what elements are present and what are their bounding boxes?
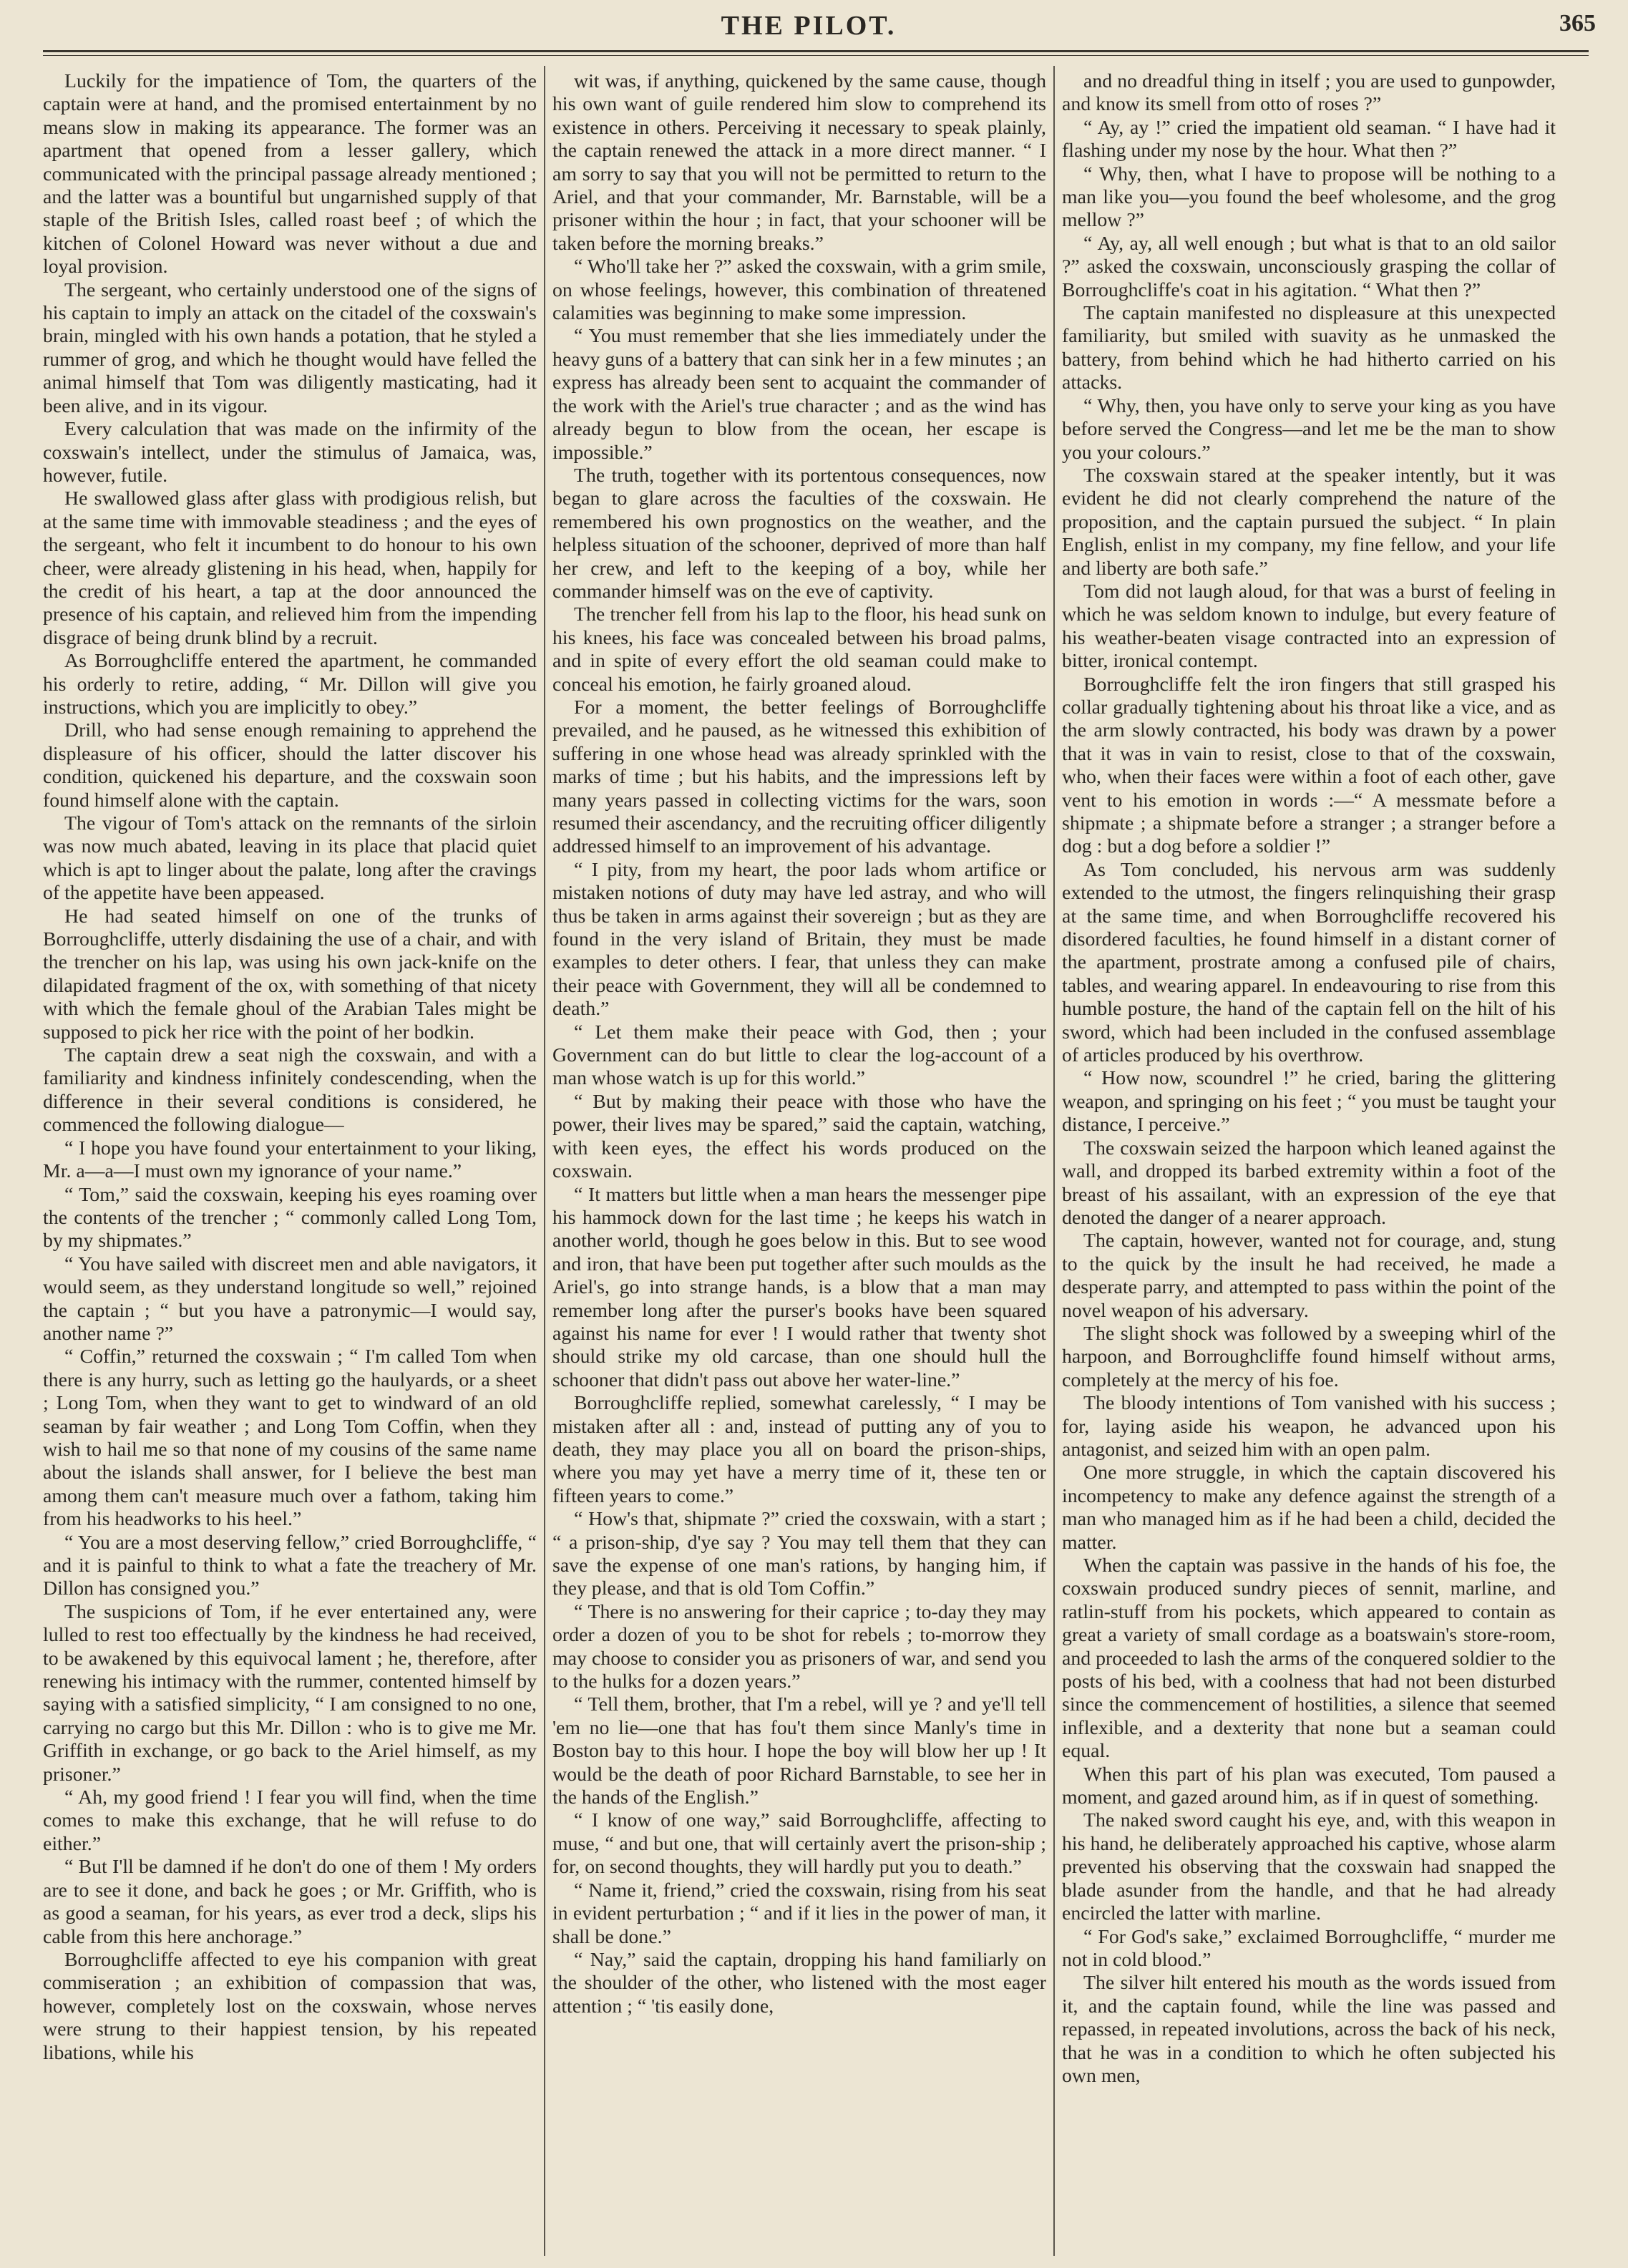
- paragraph: Borroughcliffe replied, somewhat carelessly, “ I may be mistaken after all : and, instead of putting any of you to death, they may place you all on board the prison-ships, where you may yet have a merry time of it, these ten or fifteen years to come.”: [552, 1392, 1046, 1507]
- column-divider: [1053, 66, 1055, 2256]
- paragraph: “ But by making their peace with those who have the power, their lives may be spared,” said the captain, watching, with keen eyes, the effect his words produced on the coxswain.: [552, 1090, 1046, 1183]
- paragraph: “ Ah, my good friend ! I fear you will find, when the time comes to make this exchange, that he will refuse to do either.”: [43, 1786, 537, 1855]
- paragraph: Borroughcliffe felt the iron fingers that still grasped his collar gradually tightening about his throat like a vice, and as the arm slowly contracted, his body was drawn by a power that it was in vain to resist, close to that of the coxswain, who, when their faces were within a foot of each other, gave vent to his emotion in words :—“ A messmate before a shipmate ; a shipmate before a stranger ; a stranger before a dog : but a dog before a soldier !”: [1062, 673, 1556, 858]
- paragraph: Every calculation that was made on the infirmity of the coxswain's intellect, under the stimulus of Jamaica, was, however, futile.: [43, 418, 537, 487]
- paragraph: The naked sword caught his eye, and, with this weapon in his hand, he deliberately approached his captive, whose alarm prevented his observing that the coxswain had snapped the blade asunder from the handle, and that he had already encircled the latter with marline.: [1062, 1809, 1556, 1925]
- paragraph: “ Name it, friend,” cried the coxswain, rising from his seat in evident perturbation ; “ and if it lies in the power of man, it shall be done.”: [552, 1879, 1046, 1948]
- page-header: [43, 4, 1596, 53]
- paragraph: Drill, who had sense enough remaining to apprehend the displeasure of his officer, should the latter discover his condition, quickened his departure, and the coxswain soon found himself alone with the captain.: [43, 719, 537, 812]
- paragraph: One more struggle, in which the captain discovered his incompetency to make any defence against the strength of a man who managed him as if he had been a child, decided the matter.: [1062, 1461, 1556, 1554]
- paragraph: Luckily for the impatience of Tom, the quarters of the captain were at hand, and the promised entertainment by no means slow in making its appearance. The former was an apartment that opened from a lesser gallery, which communicated with the principal passage already mentioned ; and the latter was a bountiful but ungarnished supply of that staple of the British Isles, called roast beef ; of which the kitchen of Colonel Howard was never without a due and loyal provision.: [43, 70, 537, 278]
- running-title: THE PILOT.: [721, 11, 897, 41]
- paragraph: For a moment, the better feelings of Borroughcliffe prevailed, and he paused, as he witnessed this exhibition of suffering in one whose head was already sprinkled with the marks of time ; but his habits, and the impressions left by many years passed in collecting victims for the wars, soon resumed their ascendancy, and the recruiting officer diligently addressed himself to an improvement of his advantage.: [552, 696, 1046, 858]
- paragraph: The sergeant, who certainly understood one of the signs of his captain to imply an attack on the citadel of the coxswain's brain, mingled with his own hands a potation, that he styled a rummer of grog, and which he thought would have felled the animal himself that Tom was diligently masticating, had it been alive, and in its vigour.: [43, 278, 537, 417]
- paragraph: “ Let them make their peace with God, then ; your Government can do but little to clear the log-account of a man whose watch is up for this world.”: [552, 1021, 1046, 1090]
- paragraph: “ I pity, from my heart, the poor lads whom artifice or mistaken notions of duty may have led astray, and who will thus be taken in arms against their sovereign ; but as they are found in the very island of Britain, they must be made examples to deter others. I fear, that unless they can make their peace with Government, they will all be condemned to death.”: [552, 858, 1046, 1021]
- paragraph: Tom did not laugh aloud, for that was a burst of feeling in which he was seldom known to indulge, but every feature of his weather-beaten visage contracted into an expression of bitter, ironical contempt.: [1062, 580, 1556, 673]
- paragraph: “ You are a most deserving fellow,” cried Borroughcliffe, “ and it is painful to think to what a fate the treachery of Mr. Dillon has consigned you.”: [43, 1531, 537, 1600]
- paragraph: “ You must remember that she lies immediately under the heavy guns of a battery that can sink her in a few minutes ; an express has already been sent to acquaint the commander of the work with the Ariel's true character ; and as the wind has already begun to blow from the ocean, her escape is impossible.”: [552, 325, 1046, 464]
- paragraph: The bloody intentions of Tom vanished with his success ; for, laying aside his weapon, he advanced upon his antagonist, and seized him with an open palm.: [1062, 1392, 1556, 1461]
- paragraph: “ It matters but little when a man hears the messenger pipe his hammock down for the last time ; he keeps his watch in another world, though he goes below in this. But to see wood and iron, that have been put together after such moulds as the Ariel's, go into strange hands, is a blow that a man may remember long after the purser's books have been squared against his name for ever ! I would rather that twenty shot should strike my old carcase, than one should hull the schooner that didn't pass out above her water-line.”: [552, 1183, 1046, 1391]
- paragraph: The vigour of Tom's attack on the remnants of the sirloin was now much abated, leaving in its place that placid quiet which is apt to linger about the palate, long after the cravings of the appetite have been appeased.: [43, 812, 537, 905]
- paragraph: “ Why, then, you have only to serve your king as you have before served the Congress—and let me be the man to show you your colours.”: [1062, 394, 1556, 464]
- paragraph: “ Who'll take her ?” asked the coxswain, with a grim smile, on whose feelings, however, this combination of threatened calamities was beginning to make some impression.: [552, 255, 1046, 325]
- paragraph: The silver hilt entered his mouth as the words issued from it, and the captain found, while the line was passed and repassed, in repeated involutions, across the back of his neck, that he was in a condition to which he often subjected his own men,: [1062, 1972, 1556, 2087]
- paragraph: “ But I'll be damned if he don't do one of them ! My orders are to see it done, and back he goes ; or Mr. Griffith, who is as good a seaman, for his years, as ever trod a deck, slips his cable from this here anchorage.”: [43, 1856, 537, 1948]
- paragraph: The coxswain stared at the speaker intently, but it was evident he did not clearly comprehend the nature of the proposition, and the captain pursued the subject. “ In plain English, enlist in my company, my fine fellow, and your life and liberty are both safe.”: [1062, 464, 1556, 580]
- paragraph: and no dreadful thing in itself ; you are used to gunpowder, and know its smell from otto of roses ?”: [1062, 70, 1556, 116]
- paragraph: The suspicions of Tom, if he ever entertained any, were lulled to rest too effectually by the kindness he had received, to be awakened by this equivocal lament ; he, therefore, after renewing his intimacy with the rummer, contented himself by saying with a satisfied simplicity, “ I am consigned to no one, carrying no cargo but this Mr. Dillon : who is to give me Mr. Griffith in exchange, or go back to the Ariel himself, as my prisoner.”: [43, 1600, 537, 1786]
- paragraph: Borroughcliffe affected to eye his companion with great commiseration ; an exhibition of compassion that was, however, completely lost on the coxswain, whose nerves were strung to their happiest tension, by his repeated libations, while his: [43, 1948, 537, 2064]
- column-divider: [544, 66, 545, 2256]
- text-column-1: [43, 70, 537, 2253]
- paragraph: wit was, if anything, quickened by the same cause, though his own want of guile rendered him slow to comprehend its existence in others. Perceiving it necessary to speak plainly, the captain renewed the attack in a more direct manner. “ I am sorry to say that you will not be permitted to return to the Ariel, and that your commander, Mr. Barnstable, will be a prisoner within the hour ; in fact, that your schooner will be taken before the morning breaks.”: [552, 70, 1046, 255]
- paragraph: “ I hope you have found your entertainment to your liking, Mr. a—a—I must own my ignorance of your name.”: [43, 1137, 537, 1183]
- header-rule-thin: [43, 55, 1589, 56]
- text-column-2: [552, 70, 1046, 2253]
- paragraph: As Borroughcliffe entered the apartment, he commanded his orderly to retire, adding, “ Mr. Dillon will give you instructions, which you are implicitly to obey.”: [43, 650, 537, 719]
- paragraph: When the captain was passive in the hands of his foe, the coxswain produced sundry pieces of sennit, marline, and ratlin-stuff from his pockets, which appeared to contain as great a variety of small cordage as a boatswain's store-room, and proceeded to lash the arms of the conquered soldier to the posts of his bed, with a coolness that had not been disturbed since the commencement of hostilities, a silence that seemed inflexible, and a dexterity that none but a seaman could equal.: [1062, 1554, 1556, 1763]
- paragraph: The truth, together with its portentous consequences, now began to glare across the faculties of the coxswain. He remembered his own prognostics on the weather, and the helpless situation of the schooner, deprived of more than half her crew, and left to the keeping of a boy, while her commander himself was on the eve of captivity.: [552, 464, 1046, 603]
- paragraph: He swallowed glass after glass with prodigious relish, but at the same time with immovable steadiness ; and the eyes of the sergeant, who felt it incumbent to do honour to his own cheer, were already glistening in his head, when, happily for the credit of his heart, a tap at the door announced the presence of his captain, and relieved him from the impending disgrace of being drunk blind by a recruit.: [43, 487, 537, 649]
- paragraph: He had seated himself on one of the trunks of Borroughcliffe, utterly disdaining the use of a chair, and with the trencher on his lap, was using his own jack-knife on the dilapidated fragment of the ox, with something of that nicety with which the female ghoul of the Arabian Tales might be supposed to pick her rice with the point of her bodkin.: [43, 905, 537, 1043]
- paragraph: “ For God's sake,” exclaimed Borroughcliffe, “ murder me not in cold blood.”: [1062, 1925, 1556, 1971]
- paragraph: The trencher fell from his lap to the floor, his head sunk on his knees, his face was concealed between his broad palms, and in spite of every effort the old seaman could make to conceal his emotion, he fairly groaned aloud.: [552, 603, 1046, 696]
- paragraph: “ How now, scoundrel !” he cried, baring the glittering weapon, and springing on his feet ; “ you must be taught your distance, I perceive.”: [1062, 1067, 1556, 1137]
- paragraph: “ There is no answering for their caprice ; to-day they may order a dozen of you to be shot for rebels ; to-morrow they may choose to consider you as prisoners of war, and send you to the hulks for a dozen years.”: [552, 1600, 1046, 1693]
- paragraph: The captain manifested no displeasure at this unexpected familiarity, but smiled with suavity as he unmasked the battery, from behind which he had hitherto carried on his attacks.: [1062, 302, 1556, 394]
- paragraph: “ How's that, shipmate ?” cried the coxswain, with a start ; “ a prison-ship, d'ye say ? You may tell them that they can save the expense of one man's rations, by hanging him, if they please, and that is old Tom Coffin.”: [552, 1508, 1046, 1600]
- paragraph: “ Ay, ay !” cried the impatient old seaman. “ I have had it flashing under my nose by the hour. What then ?”: [1062, 116, 1556, 162]
- paragraph: “ Coffin,” returned the coxswain ; “ I'm called Tom when there is any hurry, such as letting go the haulyards, or a sheet ; Long Tom, when they want to get to windward of an old seaman by fair weather ; and Long Tom Coffin, when they wish to hail me so that none of my cousins of the same name about the islands shall answer, for I believe the best man among them can't measure much over a fathom, taking him from his headworks to his heel.”: [43, 1345, 537, 1531]
- paragraph: “ I know of one way,” said Borroughcliffe, affecting to muse, “ and but one, that will certainly avert the prison-ship ; for, on second thoughts, they will hardly put you to death.”: [552, 1809, 1046, 1879]
- header-rule-thick: [43, 50, 1589, 52]
- page-number: 365: [1559, 10, 1596, 36]
- paragraph: As Tom concluded, his nervous arm was suddenly extended to the utmost, the fingers relinquishing their grasp at the same time, and when Borroughcliffe recovered his disordered faculties, he found himself in a distant corner of the apartment, prostrate among a confused pile of chairs, tables, and wearing apparel. In endeavouring to rise from this humble posture, the hand of the captain fell on the hilt of his sword, which had been included in the confused assemblage of articles produced by his overthrow.: [1062, 858, 1556, 1067]
- paragraph: The coxswain seized the harpoon which leaned against the wall, and dropped its barbed extremity within a foot of the breast of his assailant, with an expression of the eye that denoted the danger of a nearer approach.: [1062, 1137, 1556, 1229]
- text-column-3: [1062, 70, 1556, 2253]
- paragraph: “ Ay, ay, all well enough ; but what is that to an old sailor ?” asked the coxswain, unconsciously grasping the collar of Borroughcliffe's coat in his agitation. “ What then ?”: [1062, 232, 1556, 301]
- paragraph: The slight shock was followed by a sweeping whirl of the harpoon, and Borroughcliffe found himself without arms, completely at the mercy of his foe.: [1062, 1322, 1556, 1391]
- paragraph: The captain drew a seat nigh the coxswain, and with a familiarity and kindness infinitely condescending, when the difference in their several conditions is considered, he commenced the following dialogue—: [43, 1044, 537, 1137]
- paragraph: The captain, however, wanted not for courage, and, stung to the quick by the insult he had received, he made a desperate parry, and attempted to pass within the point of the novel weapon of his adversary.: [1062, 1230, 1556, 1322]
- paragraph: “ Tom,” said the coxswain, keeping his eyes roaming over the contents of the trencher ; “ commonly called Long Tom, by my shipmates.”: [43, 1183, 537, 1252]
- paragraph: “ Why, then, what I have to propose will be nothing to a man like you—you found the beef wholesome, and the grog mellow ?”: [1062, 162, 1556, 232]
- paragraph: When this part of his plan was executed, Tom paused a moment, and gazed around him, as if in quest of something.: [1062, 1763, 1556, 1809]
- paragraph: “ You have sailed with discreet men and able navigators, it would seem, as they understand longitude so well,” rejoined the captain ; “ but you have a patronymic—I would say, another name ?”: [43, 1252, 537, 1345]
- paragraph: “ Tell them, brother, that I'm a rebel, will ye ? and ye'll tell 'em no lie—one that has fou't them since Manly's time in Boston bay to this hour. I hope the boy will blow her up ! It would be the death of poor Richard Barnstable, to see her in the hands of the English.”: [552, 1693, 1046, 1809]
- paragraph: “ Nay,” said the captain, dropping his hand familiarly on the shoulder of the other, who listened with the most eager attention ; “ 'tis easily done,: [552, 1948, 1046, 2018]
